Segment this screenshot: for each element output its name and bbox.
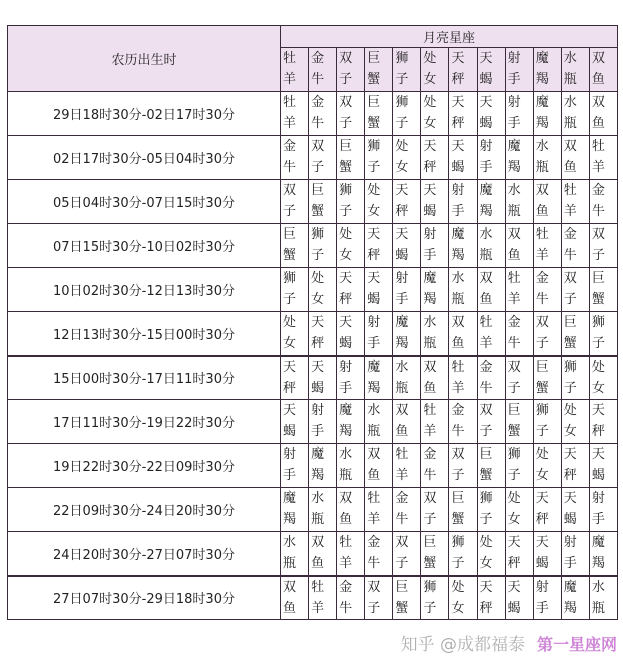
moon-sign-cell: 巨 蟹 <box>393 576 421 620</box>
moon-sign-cell: 水 瓶 <box>533 136 561 180</box>
birth-time-range: 07日15时30分-10日02时30分 <box>8 224 281 268</box>
moon-sign-cell: 金 牛 <box>393 488 421 532</box>
birth-time-range: 02日17时30分-05日04时30分 <box>8 136 281 180</box>
moon-sign-cell: 巨 蟹 <box>477 444 505 488</box>
moon-sign-cell: 魔 羯 <box>477 180 505 224</box>
moon-sign-cell: 水 瓶 <box>309 488 337 532</box>
moon-sign-cell: 巨 蟹 <box>533 356 561 400</box>
moon-sign-cell: 魔 羯 <box>421 268 449 312</box>
moon-sign-cell: 双 鱼 <box>421 356 449 400</box>
moon-sign-cell: 天 秤 <box>309 312 337 356</box>
birth-time-range: 29日18时30分-02日17时30分 <box>8 92 281 136</box>
moon-sign-cell: 双 子 <box>365 576 393 620</box>
moon-sign-cell: 射 手 <box>337 356 365 400</box>
moon-sign-cell: 天 蝎 <box>477 92 505 136</box>
moon-sign-cell: 狮 子 <box>337 180 365 224</box>
table-row <box>8 92 618 136</box>
sign-header: 天 蝎 <box>477 48 505 92</box>
moon-sign-cell: 狮 子 <box>393 92 421 136</box>
moon-sign-cell: 射 手 <box>505 92 533 136</box>
moon-sign-cell: 魔 羯 <box>449 224 477 268</box>
moon-sign-cell: 天 蝎 <box>533 532 561 576</box>
moon-sign-cell: 天 蝎 <box>561 488 589 532</box>
moon-sign-cell: 金 牛 <box>533 268 561 312</box>
moon-sign-cell: 天 蝎 <box>309 356 337 400</box>
moon-sign-cell: 天 蝎 <box>589 444 617 488</box>
moon-sign-cell: 天 蝎 <box>421 180 449 224</box>
moon-sign-cell: 双 鱼 <box>281 576 309 620</box>
sign-header: 金 牛 <box>309 48 337 92</box>
moon-sign-cell: 天 秤 <box>281 356 309 400</box>
moon-sign-cell: 牡 羊 <box>505 268 533 312</box>
moon-sign-cell: 天 蝎 <box>365 268 393 312</box>
moon-sign-cell: 射 手 <box>589 488 617 532</box>
moon-sign-cell: 天 秤 <box>393 180 421 224</box>
moon-sign-header: 月亮星座 <box>281 26 618 48</box>
moon-sign-cell: 双 子 <box>421 488 449 532</box>
table-row <box>8 356 618 400</box>
birth-time-range: 17日11时30分-19日22时30分 <box>8 400 281 444</box>
moon-sign-cell: 双 子 <box>589 224 617 268</box>
moon-sign-cell: 双 鱼 <box>561 136 589 180</box>
moon-sign-cell: 双 鱼 <box>365 444 393 488</box>
moon-sign-cell: 巨 蟹 <box>589 268 617 312</box>
moon-sign-cell: 狮 子 <box>309 224 337 268</box>
moon-sign-cell: 射 手 <box>449 180 477 224</box>
moon-sign-cell: 水 瓶 <box>505 180 533 224</box>
moon-sign-cell: 狮 子 <box>449 532 477 576</box>
moon-sign-cell: 巨 蟹 <box>309 180 337 224</box>
moon-sign-cell: 巨 蟹 <box>505 400 533 444</box>
sign-header: 双 子 <box>337 48 365 92</box>
moon-sign-cell: 魔 羯 <box>281 488 309 532</box>
moon-sign-cell: 狮 子 <box>365 136 393 180</box>
moon-sign-cell: 牡 羊 <box>309 576 337 620</box>
moon-sign-cell: 牡 羊 <box>365 488 393 532</box>
moon-sign-cell: 天 秤 <box>421 136 449 180</box>
sign-header: 双 鱼 <box>589 48 617 92</box>
moon-sign-cell: 射 手 <box>365 312 393 356</box>
moon-sign-cell: 巨 蟹 <box>449 488 477 532</box>
moon-sign-cell: 双 子 <box>309 136 337 180</box>
moon-sign-cell: 狮 子 <box>533 400 561 444</box>
moon-sign-cell: 魔 羯 <box>505 136 533 180</box>
moon-sign-cell: 双 鱼 <box>393 400 421 444</box>
moon-sign-cell: 水 瓶 <box>337 444 365 488</box>
moon-sign-cell: 牡 羊 <box>561 180 589 224</box>
moon-sign-cell: 水 瓶 <box>281 532 309 576</box>
sign-header: 巨 蟹 <box>365 48 393 92</box>
moon-sign-cell: 金 牛 <box>477 356 505 400</box>
moon-sign-cell: 金 牛 <box>421 444 449 488</box>
moon-sign-cell: 金 牛 <box>449 400 477 444</box>
birth-time-range: 05日04时30分-07日15时30分 <box>8 180 281 224</box>
moon-sign-cell: 处 女 <box>589 356 617 400</box>
moon-sign-cell: 射 手 <box>421 224 449 268</box>
table-row <box>8 312 618 356</box>
moon-sign-cell: 魔 羯 <box>393 312 421 356</box>
moon-sign-cell: 狮 子 <box>421 576 449 620</box>
moon-sign-cell: 双 鱼 <box>337 488 365 532</box>
moon-sign-cell: 狮 子 <box>561 356 589 400</box>
moon-sign-cell: 水 瓶 <box>589 576 617 620</box>
moon-sign-cell: 天 蝎 <box>505 576 533 620</box>
sign-header: 牡 羊 <box>281 48 309 92</box>
birth-time-range: 19日22时30分-22日09时30分 <box>8 444 281 488</box>
moon-sign-cell: 双 鱼 <box>309 532 337 576</box>
time-column-header: 农历出生时 <box>8 26 281 92</box>
sign-header: 魔 羯 <box>533 48 561 92</box>
table-row <box>8 224 618 268</box>
table-body <box>8 92 618 620</box>
birth-time-range: 22日09时30分-24日20时30分 <box>8 488 281 532</box>
moon-sign-cell: 巨 蟹 <box>281 224 309 268</box>
watermark-row <box>401 630 617 655</box>
moon-sign-cell: 双 子 <box>533 312 561 356</box>
moon-sign-cell: 天 秤 <box>533 488 561 532</box>
moon-sign-cell: 狮 子 <box>477 488 505 532</box>
moon-sign-cell: 狮 子 <box>281 268 309 312</box>
moon-sign-cell: 巨 蟹 <box>421 532 449 576</box>
moon-sign-cell: 双 子 <box>337 92 365 136</box>
moon-sign-cell: 天 蝎 <box>449 136 477 180</box>
moon-sign-cell: 水 瓶 <box>365 400 393 444</box>
moon-sign-cell: 水 瓶 <box>477 224 505 268</box>
moon-sign-cell: 狮 子 <box>589 312 617 356</box>
moon-sign-cell: 双 子 <box>393 532 421 576</box>
table-row <box>8 400 618 444</box>
moon-sign-cell: 牡 羊 <box>589 136 617 180</box>
moon-sign-cell: 牡 羊 <box>421 400 449 444</box>
table-row <box>8 444 618 488</box>
moon-sign-cell: 牡 羊 <box>533 224 561 268</box>
moon-sign-cell: 天 蝎 <box>337 312 365 356</box>
moon-sign-cell: 金 牛 <box>365 532 393 576</box>
moon-sign-cell: 水 瓶 <box>421 312 449 356</box>
moon-sign-cell: 牡 羊 <box>337 532 365 576</box>
table-row <box>8 488 618 532</box>
sign-header: 水 瓶 <box>561 48 589 92</box>
moon-sign-cell: 牡 羊 <box>449 356 477 400</box>
moon-sign-cell: 魔 羯 <box>561 576 589 620</box>
moon-sign-cell: 处 女 <box>449 576 477 620</box>
moon-sign-cell: 射 手 <box>309 400 337 444</box>
moon-sign-cell: 金 牛 <box>561 224 589 268</box>
moon-sign-cell: 巨 蟹 <box>561 312 589 356</box>
moon-sign-cell: 双 鱼 <box>589 92 617 136</box>
moon-sign-cell: 双 鱼 <box>449 312 477 356</box>
birth-time-range: 15日00时30分-17日11时30分 <box>8 356 281 400</box>
moon-sign-cell: 天 秤 <box>477 576 505 620</box>
birth-time-range: 24日20时30分-27日07时30分 <box>8 532 281 576</box>
moon-sign-cell: 处 女 <box>505 488 533 532</box>
moon-sign-cell: 水 瓶 <box>449 268 477 312</box>
moon-sign-cell: 射 手 <box>561 532 589 576</box>
sign-header: 射 手 <box>505 48 533 92</box>
moon-sign-table <box>7 25 618 620</box>
moon-sign-cell: 处 女 <box>561 400 589 444</box>
sign-header: 天 秤 <box>449 48 477 92</box>
moon-sign-cell: 金 牛 <box>505 312 533 356</box>
moon-sign-cell: 天 秤 <box>561 444 589 488</box>
moon-sign-cell: 处 女 <box>281 312 309 356</box>
watermark-site: 第一星座网 <box>536 635 617 654</box>
moon-sign-cell: 天 秤 <box>589 400 617 444</box>
birth-time-range: 12日13时30分-15日00时30分 <box>8 312 281 356</box>
moon-sign-cell: 牡 羊 <box>477 312 505 356</box>
moon-sign-cell: 天 秤 <box>337 268 365 312</box>
moon-sign-cell: 水 瓶 <box>393 356 421 400</box>
moon-sign-cell: 巨 蟹 <box>337 136 365 180</box>
moon-sign-cell: 金 牛 <box>281 136 309 180</box>
moon-sign-cell: 天 秤 <box>365 224 393 268</box>
moon-sign-cell: 牡 羊 <box>281 92 309 136</box>
table-row <box>8 180 618 224</box>
table-row <box>8 136 618 180</box>
moon-sign-cell: 天 秤 <box>505 532 533 576</box>
moon-sign-cell: 金 牛 <box>589 180 617 224</box>
moon-sign-cell: 天 秤 <box>449 92 477 136</box>
moon-sign-cell: 处 女 <box>365 180 393 224</box>
moon-sign-cell: 射 手 <box>477 136 505 180</box>
moon-sign-cell: 处 女 <box>309 268 337 312</box>
moon-sign-cell: 处 女 <box>533 444 561 488</box>
sign-header: 处 女 <box>421 48 449 92</box>
moon-sign-cell: 处 女 <box>393 136 421 180</box>
table-row <box>8 268 618 312</box>
moon-sign-cell: 金 牛 <box>309 92 337 136</box>
moon-sign-cell: 水 瓶 <box>561 92 589 136</box>
moon-sign-cell: 狮 子 <box>505 444 533 488</box>
moon-sign-cell: 处 女 <box>477 532 505 576</box>
moon-sign-cell: 魔 羯 <box>533 92 561 136</box>
moon-sign-cell: 魔 羯 <box>365 356 393 400</box>
moon-sign-cell: 天 蝎 <box>281 400 309 444</box>
moon-sign-cell: 双 鱼 <box>505 224 533 268</box>
moon-sign-cell: 双 鱼 <box>477 268 505 312</box>
watermark-zhihu: 知乎 @成都福泰 <box>400 635 525 655</box>
moon-sign-cell: 射 手 <box>393 268 421 312</box>
moon-sign-cell: 魔 羯 <box>589 532 617 576</box>
moon-sign-cell: 双 子 <box>477 400 505 444</box>
moon-sign-cell: 天 蝎 <box>393 224 421 268</box>
birth-time-range: 10日02时30分-12日13时30分 <box>8 268 281 312</box>
sign-header: 狮 子 <box>393 48 421 92</box>
table-row <box>8 532 618 576</box>
moon-sign-cell: 牡 羊 <box>393 444 421 488</box>
moon-sign-cell: 射 手 <box>533 576 561 620</box>
moon-sign-cell: 金 牛 <box>337 576 365 620</box>
moon-sign-cell: 处 女 <box>421 92 449 136</box>
moon-sign-cell: 双 鱼 <box>533 180 561 224</box>
table-row <box>8 576 618 620</box>
moon-sign-cell: 处 女 <box>337 224 365 268</box>
moon-sign-cell: 魔 羯 <box>309 444 337 488</box>
moon-sign-cell: 双 子 <box>505 356 533 400</box>
moon-sign-cell: 双 子 <box>281 180 309 224</box>
birth-time-range: 27日07时30分-29日18时30分 <box>8 576 281 620</box>
moon-sign-cell: 射 手 <box>281 444 309 488</box>
moon-sign-cell: 双 子 <box>449 444 477 488</box>
moon-sign-cell: 双 子 <box>561 268 589 312</box>
moon-sign-cell: 巨 蟹 <box>365 92 393 136</box>
moon-sign-cell: 魔 羯 <box>337 400 365 444</box>
